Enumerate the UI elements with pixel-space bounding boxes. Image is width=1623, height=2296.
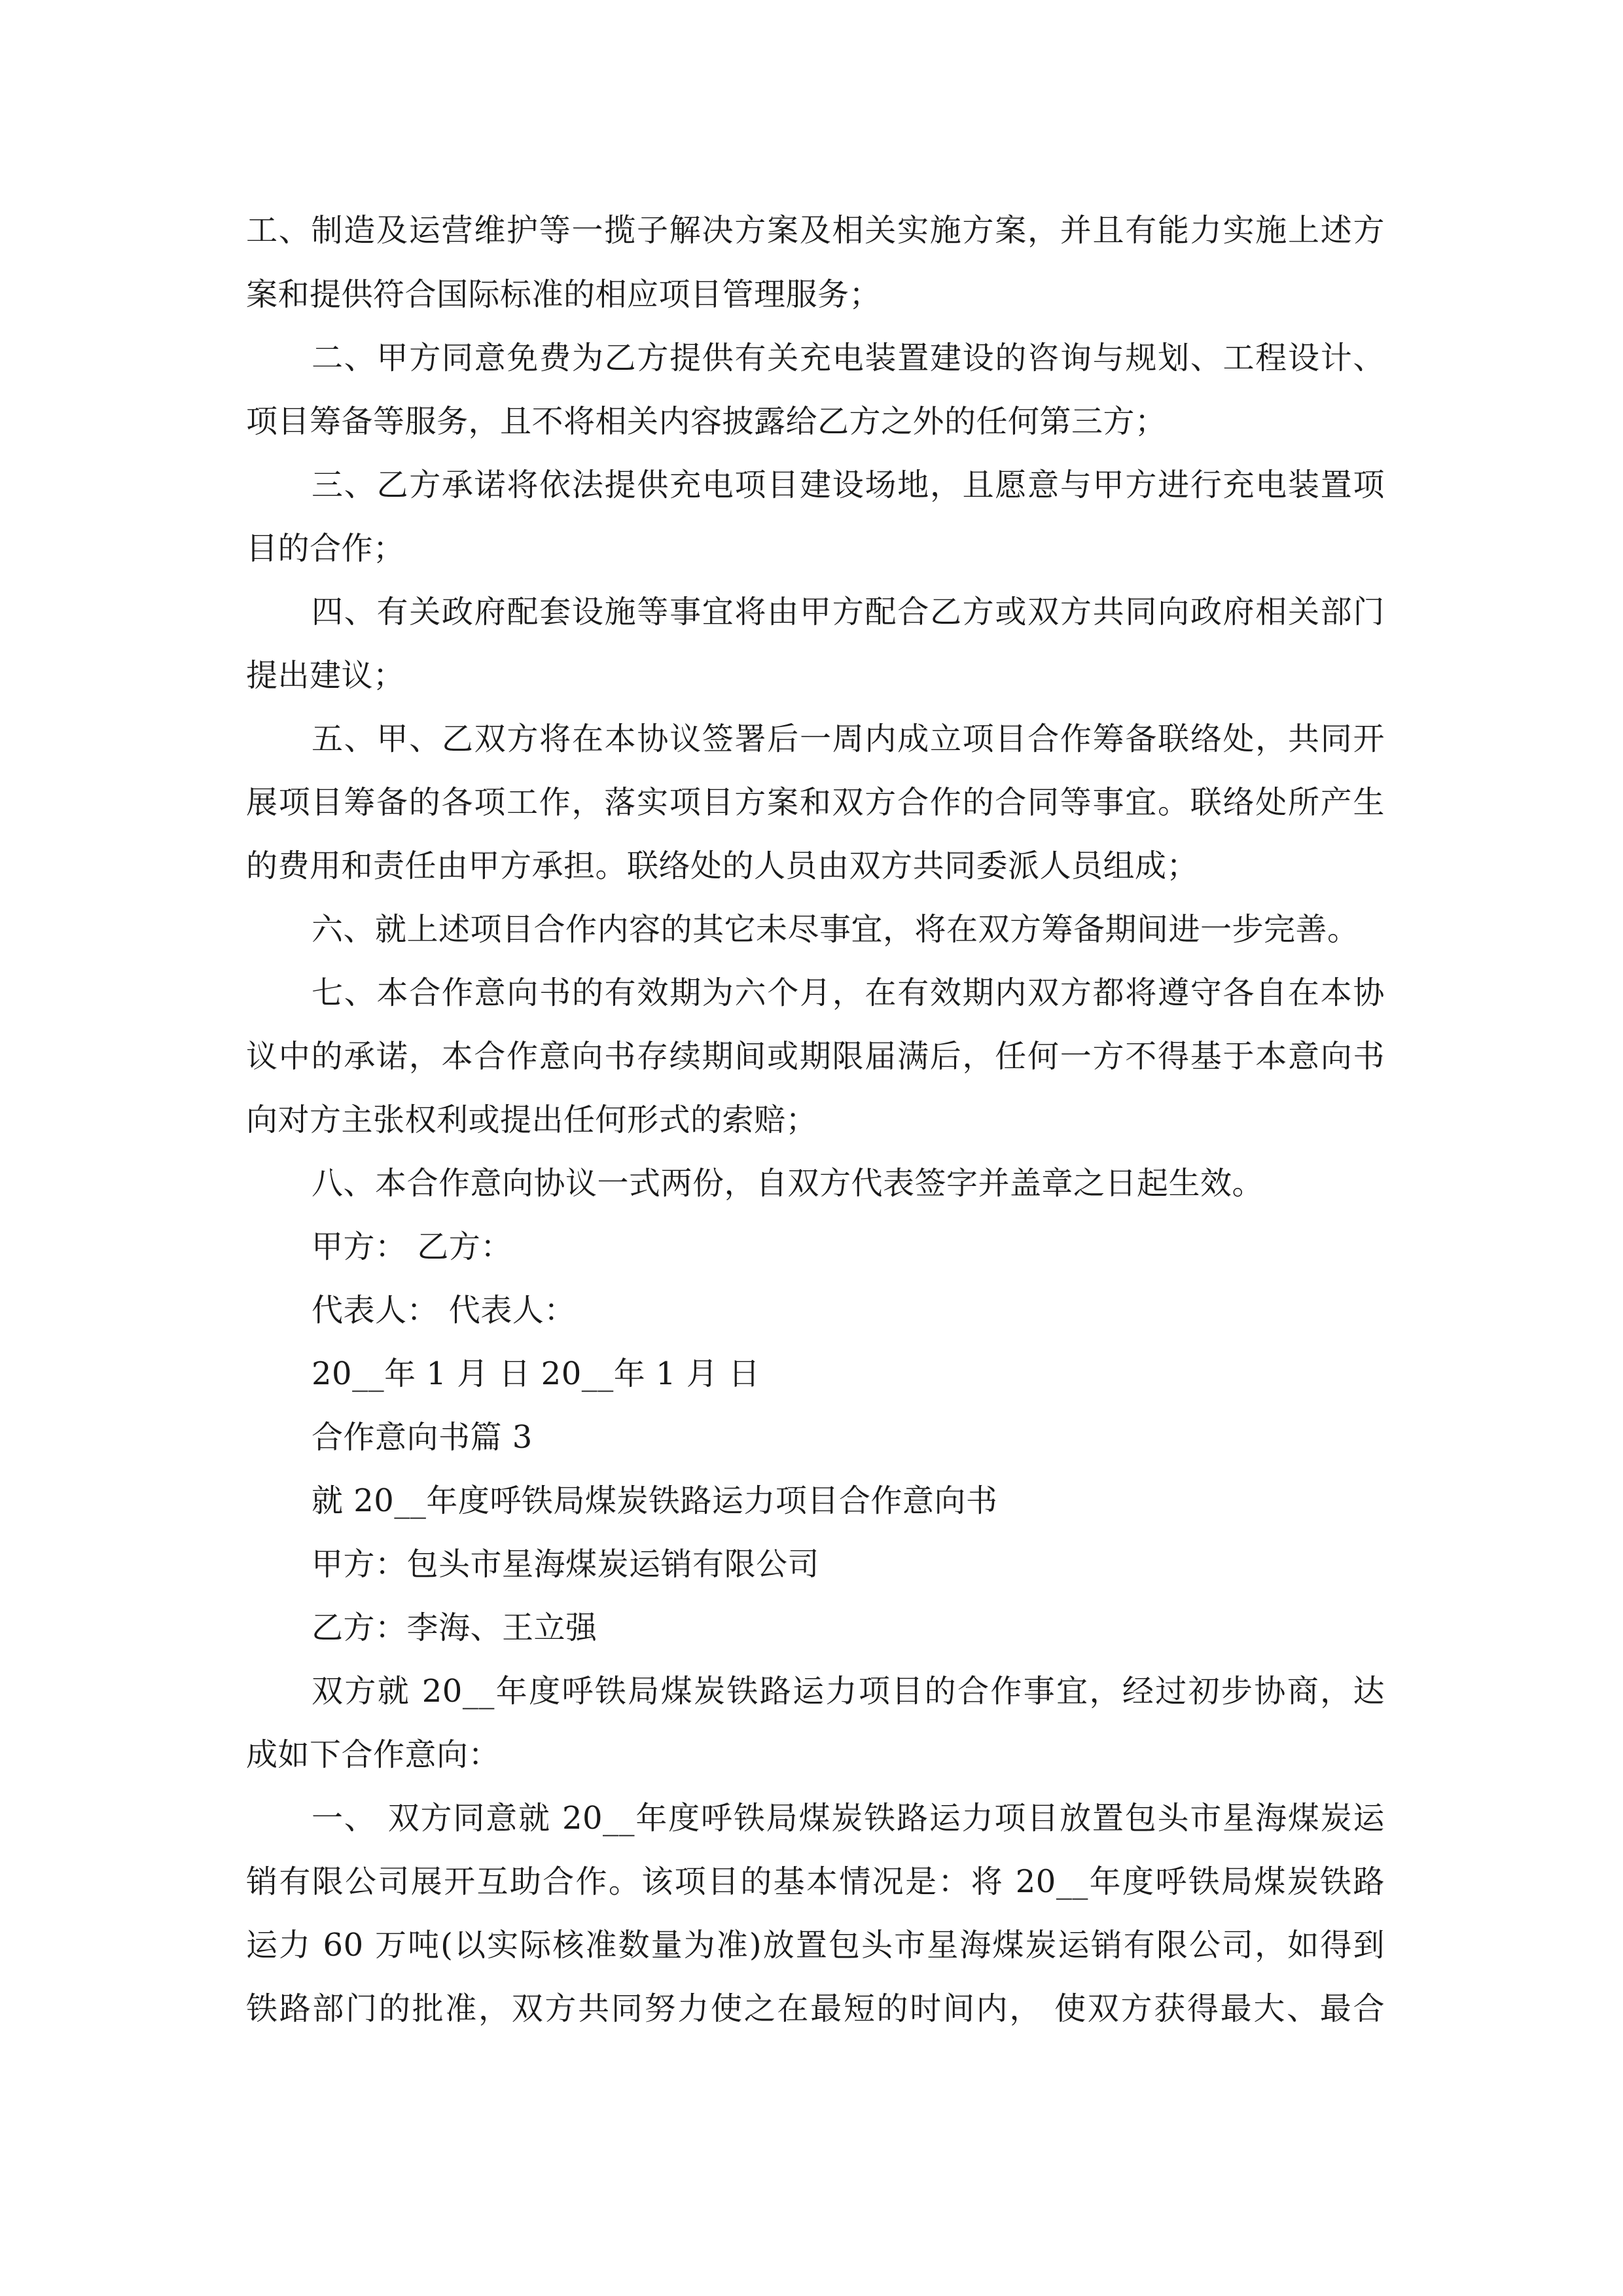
text-line: 一、 双方同意就 20__年度呼铁局煤炭铁路运力项目放置包头市星海煤炭运 xyxy=(312,1800,1385,1837)
text-line: 六、就上述项目合作内容的其它未尽事宜，将在双方筹备期间进一步完善。 xyxy=(312,911,1359,948)
text-line: 目的合作； xyxy=(246,530,405,567)
signature-party-line: 甲方： 乙方： xyxy=(312,1229,512,1265)
party-b-line: 乙方：李海、王立强 xyxy=(312,1609,597,1646)
document-title: 就 20__年度呼铁局煤炭铁路运力项目合作意向书 xyxy=(312,1482,998,1519)
text-line: 项目筹备等服务，且不将相关内容披露给乙方之外的任何第三方； xyxy=(246,403,1167,440)
signature-date-line: 20__年 1 月 日 20__年 1 月 日 xyxy=(312,1355,760,1392)
text-line: 展项目筹备的各项工作，落实项目方案和双方合作的合同等事宜。联络处所产生 xyxy=(246,784,1385,821)
text-line: 七、本合作意向书的有效期为六个月，在有效期内双方都将遵守各自在本协 xyxy=(312,975,1385,1011)
text-line: 提出建议； xyxy=(246,657,405,694)
text-line: 运力 60 万吨(以实际核准数量为准)放置包头市星海煤炭运销有限公司，如得到 xyxy=(246,1927,1385,1964)
party-a-line: 甲方：包头市星海煤炭运销有限公司 xyxy=(312,1546,820,1583)
text-line: 向对方主张权利或提出任何形式的索赔； xyxy=(246,1102,818,1138)
text-line: 二、甲方同意免费为乙方提供有关充电装置建设的咨询与规划、工程设计、 xyxy=(312,340,1385,376)
text-line: 五、甲、乙双方将在本协议签署后一周内成立项目合作筹备联络处，共同开 xyxy=(312,721,1385,757)
text-line: 的费用和责任由甲方承担。联络处的人员由双方共同委派人员组成； xyxy=(246,848,1199,884)
text-line: 四、有关政府配套设施等事宜将由甲方配合乙方或双方共同向政府相关部门 xyxy=(312,594,1385,630)
text-line: 八、本合作意向协议一式两份，自双方代表签字并盖章之日起生效。 xyxy=(312,1165,1264,1202)
text-line: 销有限公司展开互助合作。该项目的基本情况是：将 20__年度呼铁局煤炭铁路 xyxy=(246,1863,1385,1900)
text-line: 议中的承诺，本合作意向书存续期间或期限届满后，任何一方不得基于本意向书 xyxy=(246,1038,1385,1075)
text-line: 案和提供符合国际标准的相应项目管理服务； xyxy=(246,276,882,313)
signature-representative-line: 代表人： 代表人： xyxy=(312,1292,576,1329)
text-line: 工、制造及运营维护等一揽子解决方案及相关实施方案，并且有能力实施上述方 xyxy=(246,212,1385,249)
text-line: 三、乙方承诺将依法提供充电项目建设场地，且愿意与甲方进行充电装置项 xyxy=(312,467,1385,503)
section-heading: 合作意向书篇 3 xyxy=(312,1419,533,1456)
text-line: 双方就 20__年度呼铁局煤炭铁路运力项目的合作事宜，经过初步协商，达 xyxy=(312,1673,1385,1710)
text-line: 铁路部门的批准，双方共同努力使之在最短的时间内， 使双方获得最大、最合 xyxy=(246,1990,1385,2027)
text-line: 成如下合作意向： xyxy=(246,1736,501,1773)
